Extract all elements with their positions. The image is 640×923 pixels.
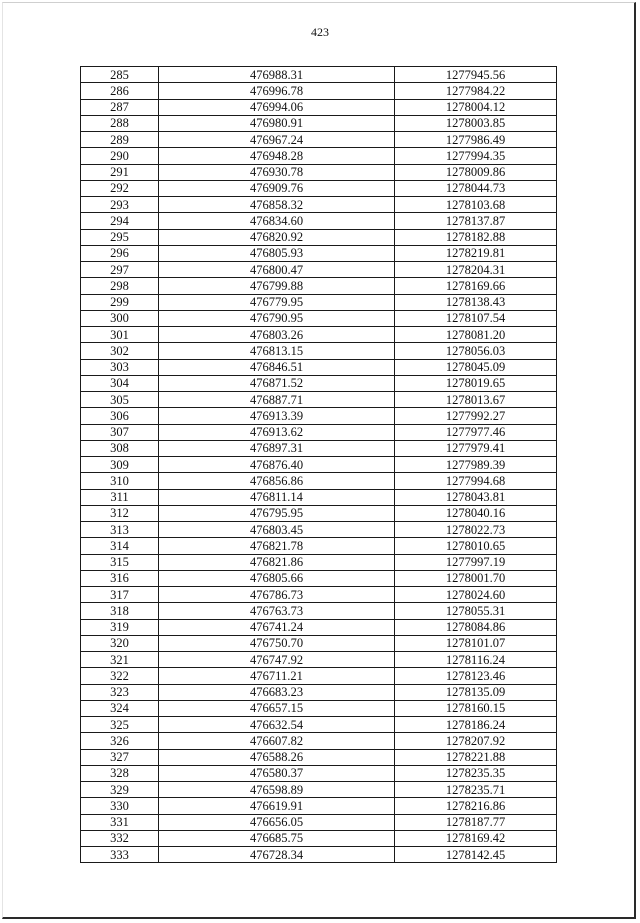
- page-number: 423: [311, 25, 329, 39]
- y-coordinate-cell: 1277997.19: [395, 554, 557, 570]
- table-row: [81, 522, 557, 538]
- table-row: [81, 213, 557, 229]
- table-row: [81, 652, 557, 668]
- table-row: [81, 375, 557, 391]
- point-number-cell: 302: [81, 343, 159, 359]
- table-row: [81, 310, 557, 326]
- table-row: [81, 457, 557, 473]
- y-coordinate-cell: 1278043.81: [395, 489, 557, 505]
- point-number-cell: 315: [81, 554, 159, 570]
- y-coordinate-cell: 1278221.88: [395, 749, 557, 765]
- point-number-cell: 285: [81, 67, 159, 83]
- y-coordinate-cell: 1278019.65: [395, 375, 557, 391]
- y-coordinate-cell: 1277994.35: [395, 148, 557, 164]
- x-coordinate-cell: 476588.26: [159, 749, 395, 765]
- point-number-cell: 319: [81, 619, 159, 635]
- table-row: [81, 538, 557, 554]
- x-coordinate-cell: 476800.47: [159, 262, 395, 278]
- table-row: [81, 229, 557, 245]
- y-coordinate-cell: 1278045.09: [395, 359, 557, 375]
- table-row: [81, 67, 557, 83]
- y-coordinate-cell: 1278235.71: [395, 782, 557, 798]
- y-coordinate-cell: 1278013.67: [395, 392, 557, 408]
- y-coordinate-cell: 1278003.85: [395, 115, 557, 131]
- point-number-cell: 313: [81, 522, 159, 538]
- table-row: [81, 99, 557, 115]
- point-number-cell: 331: [81, 814, 159, 830]
- y-coordinate-cell: 1278084.86: [395, 619, 557, 635]
- x-coordinate-cell: 476786.73: [159, 587, 395, 603]
- y-coordinate-cell: 1277977.46: [395, 424, 557, 440]
- x-coordinate-cell: 476805.93: [159, 245, 395, 261]
- point-number-cell: 305: [81, 392, 159, 408]
- point-number-cell: 317: [81, 587, 159, 603]
- table-row: [81, 359, 557, 375]
- point-number-cell: 304: [81, 375, 159, 391]
- table-row: [81, 327, 557, 343]
- y-coordinate-cell: 1278022.73: [395, 522, 557, 538]
- table-row: [81, 392, 557, 408]
- y-coordinate-cell: 1278001.70: [395, 570, 557, 586]
- y-coordinate-cell: 1278169.66: [395, 278, 557, 294]
- point-number-cell: 312: [81, 505, 159, 521]
- y-coordinate-cell: 1278160.15: [395, 700, 557, 716]
- table-row: [81, 148, 557, 164]
- table-row: [81, 180, 557, 196]
- point-number-cell: 292: [81, 180, 159, 196]
- y-coordinate-cell: 1278137.87: [395, 213, 557, 229]
- point-number-cell: 294: [81, 213, 159, 229]
- table-row: [81, 635, 557, 651]
- x-coordinate-cell: 476967.24: [159, 132, 395, 148]
- x-coordinate-cell: 476805.66: [159, 570, 395, 586]
- table-row: [81, 262, 557, 278]
- y-coordinate-cell: 1278182.88: [395, 229, 557, 245]
- x-coordinate-cell: 476858.32: [159, 197, 395, 213]
- table-row: [81, 619, 557, 635]
- x-coordinate-cell: 476996.78: [159, 83, 395, 99]
- x-coordinate-cell: 476930.78: [159, 164, 395, 180]
- x-coordinate-cell: 476821.86: [159, 554, 395, 570]
- x-coordinate-cell: 476803.45: [159, 522, 395, 538]
- y-coordinate-cell: 1277992.27: [395, 408, 557, 424]
- y-coordinate-cell: 1278138.43: [395, 294, 557, 310]
- x-coordinate-cell: 476994.06: [159, 99, 395, 115]
- x-coordinate-cell: 476711.21: [159, 668, 395, 684]
- x-coordinate-cell: 476657.15: [159, 700, 395, 716]
- table-row: [81, 245, 557, 261]
- point-number-cell: 323: [81, 684, 159, 700]
- x-coordinate-cell: 476747.92: [159, 652, 395, 668]
- point-number-cell: 320: [81, 635, 159, 651]
- x-coordinate-cell: 476750.70: [159, 635, 395, 651]
- y-coordinate-cell: 1277989.39: [395, 457, 557, 473]
- coordinates-table-container: [80, 66, 556, 863]
- x-coordinate-cell: 476607.82: [159, 733, 395, 749]
- x-coordinate-cell: 476811.14: [159, 489, 395, 505]
- x-coordinate-cell: 476913.62: [159, 424, 395, 440]
- table-row: [81, 343, 557, 359]
- x-coordinate-cell: 476799.88: [159, 278, 395, 294]
- x-coordinate-cell: 476846.51: [159, 359, 395, 375]
- point-number-cell: 295: [81, 229, 159, 245]
- y-coordinate-cell: 1278219.81: [395, 245, 557, 261]
- y-coordinate-cell: 1278004.12: [395, 99, 557, 115]
- point-number-cell: 290: [81, 148, 159, 164]
- point-number-cell: 310: [81, 473, 159, 489]
- table-row: [81, 115, 557, 131]
- y-coordinate-cell: 1278107.54: [395, 310, 557, 326]
- x-coordinate-cell: 476619.91: [159, 798, 395, 814]
- point-number-cell: 297: [81, 262, 159, 278]
- y-coordinate-cell: 1277994.68: [395, 473, 557, 489]
- table-body: [81, 67, 557, 863]
- table-row: [81, 798, 557, 814]
- point-number-cell: 332: [81, 830, 159, 846]
- table-row: [81, 554, 557, 570]
- x-coordinate-cell: 476683.23: [159, 684, 395, 700]
- point-number-cell: 327: [81, 749, 159, 765]
- point-number-cell: 321: [81, 652, 159, 668]
- point-number-cell: 307: [81, 424, 159, 440]
- point-number-cell: 299: [81, 294, 159, 310]
- y-coordinate-cell: 1278204.31: [395, 262, 557, 278]
- point-number-cell: 298: [81, 278, 159, 294]
- y-coordinate-cell: 1278116.24: [395, 652, 557, 668]
- point-number-cell: 306: [81, 408, 159, 424]
- y-coordinate-cell: 1278186.24: [395, 717, 557, 733]
- point-number-cell: 308: [81, 440, 159, 456]
- y-coordinate-cell: 1278187.77: [395, 814, 557, 830]
- x-coordinate-cell: 476834.60: [159, 213, 395, 229]
- point-number-cell: 286: [81, 83, 159, 99]
- x-coordinate-cell: 476741.24: [159, 619, 395, 635]
- point-number-cell: 326: [81, 733, 159, 749]
- y-coordinate-cell: 1278055.31: [395, 603, 557, 619]
- x-coordinate-cell: 476632.54: [159, 717, 395, 733]
- table-row: [81, 278, 557, 294]
- y-coordinate-cell: 1277979.41: [395, 440, 557, 456]
- point-number-cell: 329: [81, 782, 159, 798]
- y-coordinate-cell: 1278010.65: [395, 538, 557, 554]
- point-number-cell: 314: [81, 538, 159, 554]
- x-coordinate-cell: 476988.31: [159, 67, 395, 83]
- y-coordinate-cell: 1278135.09: [395, 684, 557, 700]
- table-row: [81, 294, 557, 310]
- y-coordinate-cell: 1277984.22: [395, 83, 557, 99]
- y-coordinate-cell: 1278040.16: [395, 505, 557, 521]
- table-row: [81, 505, 557, 521]
- x-coordinate-cell: 476813.15: [159, 343, 395, 359]
- table-row: [81, 603, 557, 619]
- table-row: [81, 570, 557, 586]
- y-coordinate-cell: 1278101.07: [395, 635, 557, 651]
- x-coordinate-cell: 476779.95: [159, 294, 395, 310]
- x-coordinate-cell: 476656.05: [159, 814, 395, 830]
- x-coordinate-cell: 476598.89: [159, 782, 395, 798]
- coordinates-table: [80, 66, 557, 863]
- table-row: [81, 814, 557, 830]
- point-number-cell: 333: [81, 847, 159, 863]
- point-number-cell: 288: [81, 115, 159, 131]
- y-coordinate-cell: 1278024.60: [395, 587, 557, 603]
- y-coordinate-cell: 1278044.73: [395, 180, 557, 196]
- point-number-cell: 293: [81, 197, 159, 213]
- y-coordinate-cell: 1278216.86: [395, 798, 557, 814]
- x-coordinate-cell: 476980.91: [159, 115, 395, 131]
- x-coordinate-cell: 476790.95: [159, 310, 395, 326]
- x-coordinate-cell: 476871.52: [159, 375, 395, 391]
- table-row: [81, 668, 557, 684]
- x-coordinate-cell: 476795.95: [159, 505, 395, 521]
- y-coordinate-cell: 1277986.49: [395, 132, 557, 148]
- point-number-cell: 303: [81, 359, 159, 375]
- y-coordinate-cell: 1278056.03: [395, 343, 557, 359]
- point-number-cell: 301: [81, 327, 159, 343]
- table-row: [81, 684, 557, 700]
- x-coordinate-cell: 476763.73: [159, 603, 395, 619]
- x-coordinate-cell: 476856.86: [159, 473, 395, 489]
- x-coordinate-cell: 476728.34: [159, 847, 395, 863]
- table-row: [81, 700, 557, 716]
- y-coordinate-cell: 1278207.92: [395, 733, 557, 749]
- x-coordinate-cell: 476580.37: [159, 765, 395, 781]
- x-coordinate-cell: 476821.78: [159, 538, 395, 554]
- point-number-cell: 296: [81, 245, 159, 261]
- point-number-cell: 316: [81, 570, 159, 586]
- table-row: [81, 717, 557, 733]
- x-coordinate-cell: 476913.39: [159, 408, 395, 424]
- y-coordinate-cell: 1278123.46: [395, 668, 557, 684]
- x-coordinate-cell: 476803.26: [159, 327, 395, 343]
- point-number-cell: 291: [81, 164, 159, 180]
- table-row: [81, 83, 557, 99]
- x-coordinate-cell: 476909.76: [159, 180, 395, 196]
- x-coordinate-cell: 476685.75: [159, 830, 395, 846]
- x-coordinate-cell: 476948.28: [159, 148, 395, 164]
- table-row: [81, 749, 557, 765]
- point-number-cell: 322: [81, 668, 159, 684]
- table-row: [81, 440, 557, 456]
- y-coordinate-cell: 1278169.42: [395, 830, 557, 846]
- point-number-cell: 328: [81, 765, 159, 781]
- point-number-cell: 289: [81, 132, 159, 148]
- x-coordinate-cell: 476887.71: [159, 392, 395, 408]
- table-row: [81, 733, 557, 749]
- y-coordinate-cell: 1278009.86: [395, 164, 557, 180]
- table-row: [81, 847, 557, 863]
- point-number-cell: 287: [81, 99, 159, 115]
- x-coordinate-cell: 476820.92: [159, 229, 395, 245]
- y-coordinate-cell: 1278142.45: [395, 847, 557, 863]
- point-number-cell: 324: [81, 700, 159, 716]
- table-row: [81, 587, 557, 603]
- point-number-cell: 300: [81, 310, 159, 326]
- point-number-cell: 330: [81, 798, 159, 814]
- table-row: [81, 164, 557, 180]
- y-coordinate-cell: 1278103.68: [395, 197, 557, 213]
- table-row: [81, 765, 557, 781]
- table-row: [81, 830, 557, 846]
- point-number-cell: 311: [81, 489, 159, 505]
- point-number-cell: 325: [81, 717, 159, 733]
- point-number-cell: 309: [81, 457, 159, 473]
- point-number-cell: 318: [81, 603, 159, 619]
- table-row: [81, 197, 557, 213]
- table-row: [81, 473, 557, 489]
- table-row: [81, 782, 557, 798]
- table-row: [81, 132, 557, 148]
- y-coordinate-cell: 1278081.20: [395, 327, 557, 343]
- table-row: [81, 424, 557, 440]
- table-row: [81, 489, 557, 505]
- x-coordinate-cell: 476897.31: [159, 440, 395, 456]
- y-coordinate-cell: 1277945.56: [395, 67, 557, 83]
- x-coordinate-cell: 476876.40: [159, 457, 395, 473]
- table-row: [81, 408, 557, 424]
- y-coordinate-cell: 1278235.35: [395, 765, 557, 781]
